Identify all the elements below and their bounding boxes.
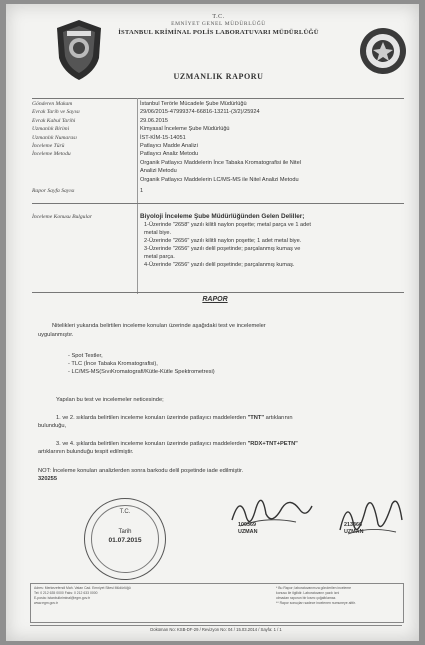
signature-1 [238, 522, 257, 536]
result-paragraph-1-cont: bulunduğu, [38, 423, 67, 429]
footer-address-line: www.egm.gov.tr [34, 601, 58, 605]
meta-table [32, 100, 404, 195]
meta-value: Kimyasal İnceleme Şube Müdürlüğü [140, 126, 230, 133]
meta-value: Analizi Metodu [140, 168, 177, 175]
findings-block [140, 213, 404, 269]
footer-note-line: ** Rapor sonuçları sadece incelenen numuneye aittir. [276, 601, 356, 605]
stamp-date: 01.07.2015 [108, 537, 142, 544]
finding-line: metal parça. [144, 254, 175, 260]
stamp-top-text: T.C. [119, 509, 131, 515]
tests-list [68, 353, 215, 376]
meta-value: 1 [140, 188, 144, 195]
header-line-1: T.C. [212, 14, 225, 20]
result-2-substance: "RDX+TNT+PETN" [247, 441, 298, 447]
meta-label: Uzmanlık Numarası [32, 134, 77, 141]
meta-label: İnceleme Türü [32, 143, 65, 150]
test-item: - LC/MS-MS(SıvıKromatografi/Kütle-Kütle Spektrometresi) [68, 368, 215, 375]
footer-note-line: olmadan raporun bir kısmı çoğaltılamaz. [276, 596, 337, 600]
footer-notes [276, 586, 400, 606]
test-item: - TLC (İnce Tabaka Kromatografisi), [68, 360, 158, 367]
meta-row-method-3 [32, 167, 404, 175]
footer-address-line: Tel: 0 212 635 0000 Faks: 0 212 633 0000 [34, 591, 98, 595]
footer-address-line: E-posta: istanbulkriminal@egm.gov.tr [34, 596, 91, 600]
result-paragraph-2-cont: artıklarının bulunduğu tespit edilmiştir. [38, 449, 134, 455]
meta-value: 29/06/2015-47999374-66816-13211-(3/2)/25924 [140, 109, 260, 116]
meta-label: Uzmanlık Birimi [32, 126, 70, 133]
meta-row-acceptance-date [32, 117, 404, 125]
report-heading: RAPOR [202, 296, 228, 303]
finding-line: metal biye. [144, 230, 172, 236]
signature-1-title: UZMAN [238, 529, 258, 535]
report-intro-2: uygulanmıştır. [38, 332, 74, 338]
meta-label: Rapor Sayfa Sayısı [32, 188, 75, 195]
result-2-text: 3. ve 4. şıklarda belirtilen inceleme konuları üzerinde patlayıcı maddelerden [56, 441, 247, 447]
stamp-label: Tarih [118, 529, 132, 535]
report-intro-1: Nitelikleri yukarıda belirtilen inceleme konuları üzerinde aşağıdaki test ve incelemeler [52, 323, 266, 329]
header-line-2: EMNİYET GENEL MÜDÜRLÜĞÜ [171, 21, 266, 27]
signature-2-id: 213366 [344, 522, 362, 528]
meta-label: İnceleme Metodu [32, 151, 71, 158]
finding-line: 3-Üzerinde "2656" yazılı delil poşetinde; parçalanmış kumaş ve [144, 246, 301, 252]
signature-2-title: UZMAN [344, 529, 364, 535]
meta-row-page-count [32, 187, 404, 195]
result-1-tail: artıklarının [265, 415, 293, 421]
meta-row-method-2 [32, 159, 404, 167]
signature-2-scribble-icon [330, 490, 410, 542]
report-title: UZMANLIK RAPORU [173, 72, 264, 81]
findings-label: İnceleme Konusu Bulgular [32, 214, 92, 220]
meta-row-number [32, 134, 404, 142]
result-paragraph-2 [56, 440, 418, 448]
table-mid-rule [32, 203, 404, 204]
meta-value: Organik Patlayıcı Maddelerin LC/MS-MS ile Nitel Analizi Metodu [140, 176, 299, 183]
header-line-3: İSTANBUL KRİMİNAL POLİS LABORATUVARI MÜDÜRLÜĞÜ [118, 29, 319, 36]
meta-label: Gönderen Makam [32, 101, 73, 107]
kriminal-emblem-icon [358, 24, 408, 78]
meta-value: Organik Patlayıcı Maddelerin İnce Tabaka Kromatografisi ile Nitel [140, 159, 301, 166]
table-bottom-rule [32, 292, 404, 293]
meta-row-document-date [32, 108, 404, 116]
footer-note-line: konusu ile ilgilidir. Laboratuvarın yazılı izni [276, 591, 340, 595]
footer-note-line: * Bu Rapor; laboratuvarımıza gönderilen inceleme [276, 586, 352, 590]
barcode-number: 320255 [38, 476, 57, 482]
document-header [96, 14, 341, 36]
meta-label: Evrak Tarih ve Sayısı [32, 109, 80, 116]
footer-address [34, 586, 204, 606]
meta-row-type [32, 142, 404, 150]
meta-value: 29.06.2015 [140, 117, 168, 124]
result-1-substance: "TNT" [247, 415, 265, 421]
finding-line: 2-Üzerinde "2656" yazılı kilitli naylon poşette; 1 adet metal biye. [144, 238, 302, 244]
meta-row-sender [32, 100, 404, 108]
result-paragraph-1 [56, 414, 418, 422]
findings-head: Biyoloji İnceleme Şube Müdürlüğünden Gelen Deliller; [140, 213, 305, 220]
finding-line: 4-Üzerinde "2656" yazılı delil poşetinde; parçalanmış kumaş. [144, 262, 295, 268]
document-info-bar: Doküman No: KSB-DF-29 / Revizyon No: 04 / 15.03.2014 / Sayfa: 1 / 1 [30, 625, 402, 634]
official-stamp [84, 498, 166, 580]
signature-1-id: 109369 [238, 522, 256, 528]
meta-label: Evrak Kabul Tarihi [32, 117, 76, 124]
meta-row-method-4 [32, 176, 404, 184]
meta-value: Patlayıcı Analiz Metodu [140, 151, 199, 158]
finding-line: 1-Üzerinde "2658" yazılı kilitli naylon poşette; metal parça ve 1 adet [144, 222, 311, 228]
test-item: - Spot Testler, [68, 353, 103, 359]
report-note: NOT: İnceleme konuları analizlerden sonra barkodu delil poşetinde iade edilmiştir. [38, 468, 244, 474]
meta-row-unit [32, 125, 404, 133]
result-1-text: 1. ve 2. sıklarda belirtilen inceleme konuları üzerinde patlayıcı maddelerden [56, 415, 247, 421]
meta-value: Patlayıcı Madde Analizi [140, 143, 198, 150]
table-top-rule [32, 98, 404, 99]
signature-2 [344, 522, 363, 536]
result-intro: Yapılan bu test ve incelemeler neticesinde; [56, 397, 164, 403]
meta-value: İST-KİM-15-14051 [140, 134, 186, 141]
meta-row-method [32, 150, 404, 158]
meta-value: İstanbul Terörle Mücadele Şube Müdürlüğü [140, 101, 247, 107]
footer-address-line: Adres: Merkezefendi Mah. Vatan Cad. Emniyet Sitesi Müdürlüğü [34, 586, 131, 590]
